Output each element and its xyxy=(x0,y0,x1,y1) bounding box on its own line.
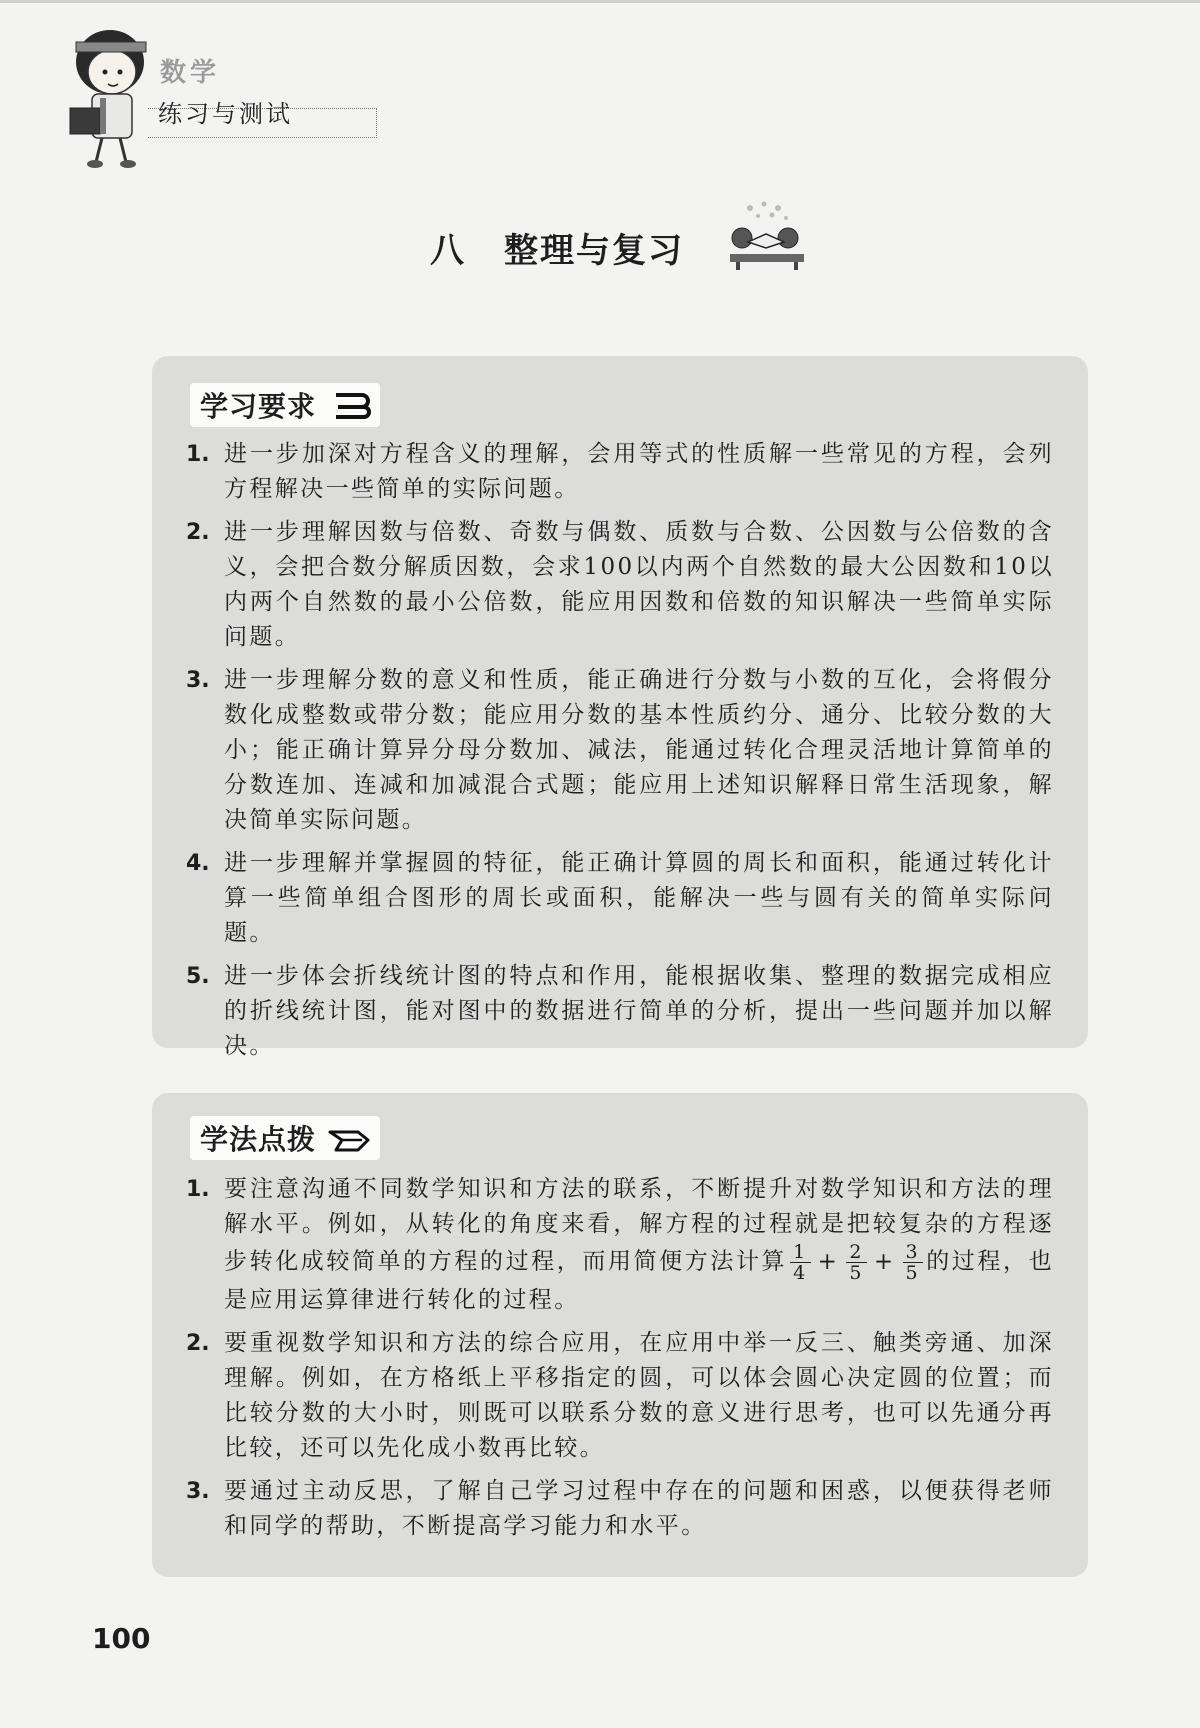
item-text: 进一步理解因数与倍数、奇数与偶数、质数与合数、公因数与公倍数的含义，会把合数分解质因数，会求100以内两个自然数的最大公因数和10以内两个自然数的最小公倍数，能应用因数和倍数的知识解决一些简单实际问题。 xyxy=(224,519,1054,650)
pointer-hand-icon xyxy=(328,1122,372,1154)
fraction-denominator: 5 xyxy=(849,1262,864,1284)
chapter-number: 八 xyxy=(430,230,464,271)
list-item xyxy=(186,959,1054,1064)
fraction xyxy=(903,1242,924,1283)
item-number: 1. xyxy=(186,1177,210,1202)
fraction-numerator: 3 xyxy=(903,1242,924,1263)
list-item xyxy=(186,663,1054,838)
item-text xyxy=(224,1172,1054,1318)
fraction-denominator: 4 xyxy=(793,1262,808,1284)
fraction-denominator: 5 xyxy=(905,1262,920,1284)
fraction xyxy=(790,1242,811,1283)
item-text: 要重视数学知识和方法的综合应用，在应用中举一反三、触类旁通、加深理解。例如，在方格纸上平移指定的圆，可以体会圆心决定圆的位置；而比较分数的大小时，则既可以联系分数的意义进行思考，也可以先通分再比较，还可以先化成小数再比较。 xyxy=(224,1330,1054,1461)
chapter-title: 整理与复习 xyxy=(504,230,684,271)
methods-title: 学法点拨 xyxy=(200,1123,317,1156)
list-item xyxy=(186,1474,1054,1544)
item-number: 4. xyxy=(186,851,210,876)
plus-sign: + xyxy=(873,1248,896,1275)
book-icon xyxy=(332,389,372,421)
student-mascot-illustration xyxy=(60,14,160,174)
top-rule xyxy=(0,0,1200,3)
list-item xyxy=(186,1172,1054,1318)
item-text: 进一步理解分数的意义和性质，能正确进行分数与小数的互化，会将假分数化成整数或带分数；能应用分数的基本性质约分、通分、比较分数的大小；能正确计算异分母分数加、减法，能通过转化合理灵活地计算简单的分数连加、连减和加减混合式题；能应用上述知识解释日常生活现象，解决简单实际问题。 xyxy=(224,667,1054,833)
item-text-part: 的过程，也是应用运算律进行转化的过程。 xyxy=(224,1248,1054,1313)
item-number: 2. xyxy=(186,1331,210,1356)
methods-heading xyxy=(190,1116,380,1160)
item-number: 3. xyxy=(186,668,210,693)
fraction-numerator: 2 xyxy=(846,1242,867,1263)
requirements-title: 学习要求 xyxy=(200,390,317,423)
list-item xyxy=(186,1326,1054,1466)
fraction-numerator: 1 xyxy=(790,1242,811,1263)
page-number: 100 xyxy=(92,1622,151,1655)
list-item xyxy=(186,846,1054,951)
item-text: 进一步加深对方程含义的理解，会用等式的性质解一些常见的方程，会列方程解决一些简单的实际问题。 xyxy=(224,441,1054,502)
item-text: 要通过主动反思，了解自己学习过程中存在的问题和困惑，以便获得老师和同学的帮助，不断提高学习能力和水平。 xyxy=(224,1478,1054,1539)
item-text: 进一步体会折线统计图的特点和作用，能根据收集、整理的数据完成相应的折线统计图，能对图中的数据进行简单的分析，提出一些问题并加以解决。 xyxy=(224,963,1054,1059)
list-item xyxy=(186,437,1054,507)
subject-label: 数学 xyxy=(160,58,221,88)
requirements-heading xyxy=(190,383,380,427)
methods-list xyxy=(186,1172,1054,1552)
plus-sign: + xyxy=(817,1248,840,1275)
chapter-heading xyxy=(430,222,684,272)
series-title: 练习与测试 xyxy=(158,100,293,128)
item-number: 5. xyxy=(186,964,210,989)
reading-kids-illustration xyxy=(720,198,812,270)
item-text-part: 要注意沟通不同数学知识和方法的联系，不断提升对数学知识和方法的理解水平。例如，从转化的角度来看，解方程的过程就是把较复杂的方程逐步转化成较简单的方程的过程，而用简便方法计算 xyxy=(224,1176,1054,1275)
item-number: 2. xyxy=(186,520,210,545)
requirements-list xyxy=(186,437,1054,1072)
item-text: 进一步理解并掌握圆的特征，能正确计算圆的周长和面积，能通过转化计算一些简单组合图形的周长或面积，能解决一些与圆有关的简单实际问题。 xyxy=(224,850,1054,946)
item-number: 1. xyxy=(186,442,210,467)
fraction xyxy=(846,1242,867,1283)
list-item xyxy=(186,515,1054,655)
item-number: 3. xyxy=(186,1479,210,1504)
